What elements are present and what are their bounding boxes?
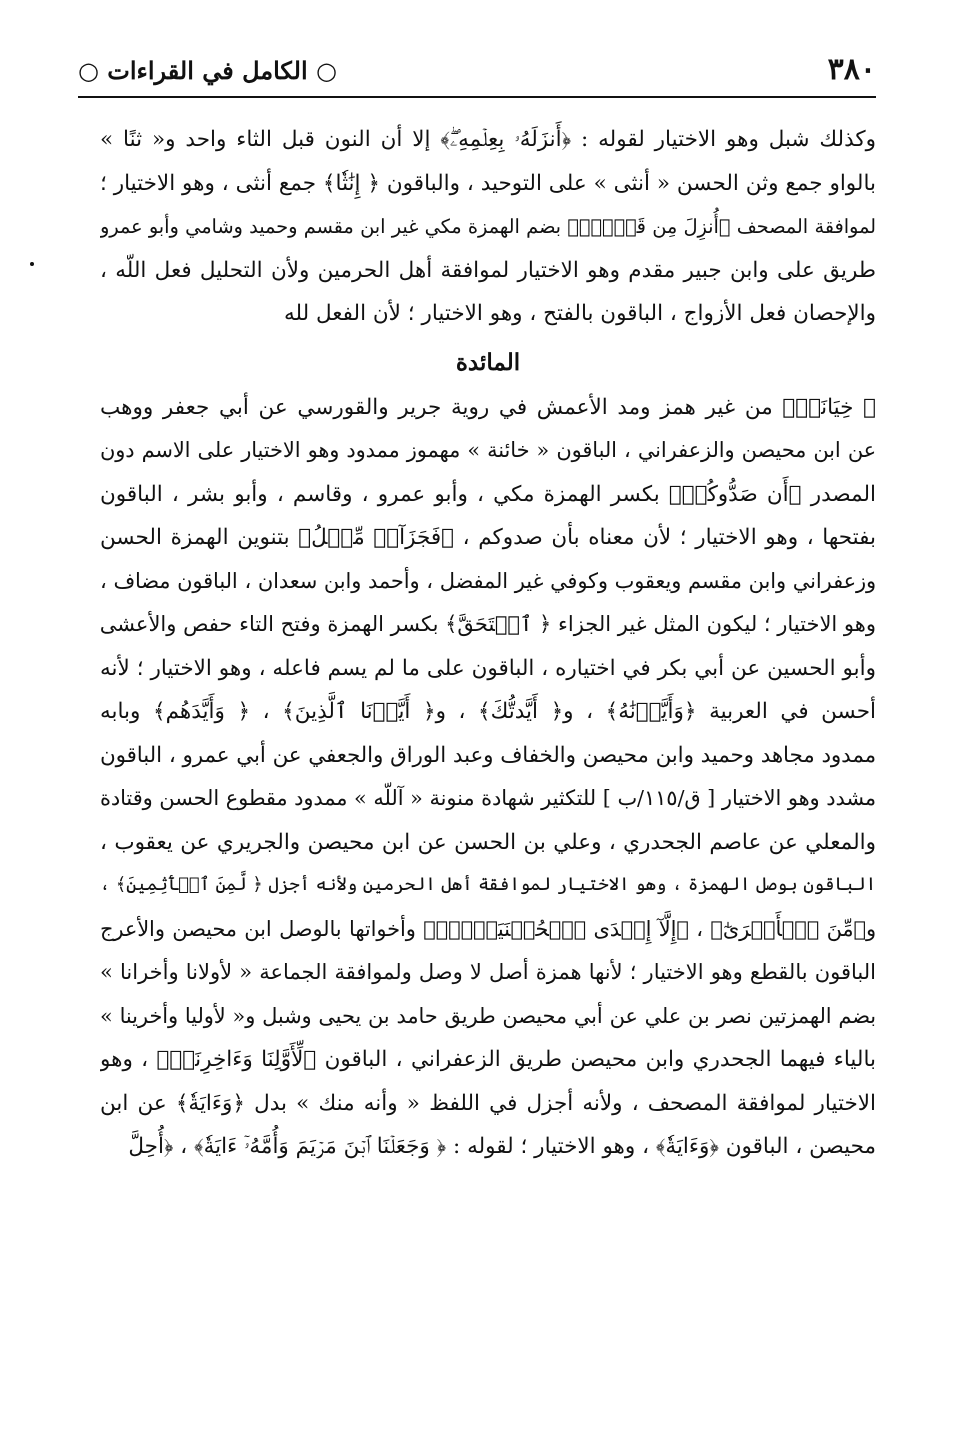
header-divider xyxy=(78,96,876,98)
paragraph-2 xyxy=(100,386,876,1169)
text-line: وكذلك شبل وهو الاختيار لقوله : ﴿أَنزَلَهُۥ بِعِلۡمِهِۦۖ﴾ إلا أن النون قبل الثاء واحد و« ثنًا » xyxy=(100,127,876,152)
text-line: والمعلي عن عاصم الجحدري ، وعلي بن الحسن عن ابن محيصن والجريري عن يعقوب ، xyxy=(100,829,876,855)
page-number: ٣٨٠ xyxy=(827,52,876,87)
text-line: و﴿مِّنَ ٱلۡأَسۡرَىٰٓ﴾ ، ﴿إِلَّآ إِحۡدَى ٱلۡحُسۡنَيَيۡنِۖ﴾ وأخواتها بالوصل ابن محيصن والأعرج xyxy=(100,916,876,941)
text-line: ﴿ خِيَانَةٖ﴾ من غير همز ومد الأعمش في روية جرير والقورسي عن أبي جعفر ووهب xyxy=(100,394,876,420)
text-line: ممدود مجاهد وحميد وابن محيصن والخفاف وعبد الوراق والجعفي عن أبي عمرو ، الباقون xyxy=(100,742,876,768)
paragraph-1 xyxy=(100,118,876,336)
section-heading: المائدة xyxy=(455,348,521,376)
text-line: مشدد وهو الاختيار [ ق/١١٥/ب ] للتكثير شهادة منونة « آللّه » ممدود مقطوع الحسن وقتادة xyxy=(100,786,876,810)
margin-dot xyxy=(30,262,34,266)
text-line: محيصن ، الباقون ﴿وَءَايَةٗ﴾ ، وهو الاختيار ؛ لقوله : ﴿ وَجَعَلۡنَا ٱبۡنَ مَرۡيَمَ وَأُمَّهُۥٓ ءَايَةٗ﴾ ، ﴿أُحِلَّ xyxy=(128,1134,876,1159)
text-line: الباقون بوصل الهمزة ، وهو الاختيار لموافقة أهل الحرمين ولأنه أجزل ﴿ لَّمِنَ ٱلۡأٓثِمِينَ﴾ ، xyxy=(100,875,876,895)
text-line: أحسن في العربية ﴿وَأَيَّدۡنَٰهُ﴾ ، و﴿ أَيَّدتُّكَ﴾ ، و﴿ أَيَّدۡنَا ٱلَّذِينَ﴾ ، ﴿ وَأَيَّدَهُم﴾ وبابه xyxy=(100,699,876,724)
text-line: بالواو جمع وثن الحسن « أنثى » على التوحيد ، والباقون ﴿ إِنَٰثٗا﴾ جمع أنثى ، وهو الاختيار ؛ xyxy=(100,170,876,196)
text-line: بفتحها ، وهو الاختيار ؛ لأن معناه بأن صدوكم ، ﴿فَجَزَآءٞ مِّثۡلُ﴾ بتنوين الهمزة الحسن xyxy=(100,525,876,550)
text-line: المصدر ﴿أَن صَدُّوكُمۡ﴾ بكسر الهمزة مكي ، وأبو عمرو ، وقاسم ، وأبو بشر ، الباقون xyxy=(100,481,876,507)
text-line: لموافقة المصحف ﴿أُنزِلَ مِن قَبۡلُۚ﴾ بضم الهمزة مكي غير ابن مقسم وحميد وشامي وأبو عمرو xyxy=(100,215,876,238)
text-line: والإحصان فعل الأزواج ، الباقون بالفتح ، وهو الاختيار ؛ لأن الفعل لله xyxy=(283,301,876,326)
book-title: ○ الكامل في القراءات ○ xyxy=(78,56,337,85)
text-line: وأبو الحسين عن أبي بكر في اختياره ، الباقون على ما لم يسم فاعله ، وهو الاختيار ؛ لأنه xyxy=(100,655,876,681)
text-line: بضم الهمزتين نصر بن علي عن أبي محيصن طريق حامد بن يحيى وشبل و« لأوليا وأخرينا » xyxy=(100,1003,876,1028)
text-line: الباقون بالقطع وهو الاختيار ؛ لأنها همزة أصل لا وصل ولموافقة الجماعة « لأولانا وأخرانا » xyxy=(100,960,876,984)
running-header xyxy=(78,50,876,94)
text-line: وهو الاختيار ؛ ليكون المثل غير الجزاء ﴿ ٱسۡتَحَقَّ﴾ بكسر الهمزة وفتح التاء حفص والأعشى xyxy=(100,612,876,636)
text-line: عن ابن محيصن والزعفراني ، الباقون « خائنة » مهموز ممدود وهو الاختيار على الاسم دون xyxy=(100,438,876,462)
text-line: الاختيار لموافقة المصحف ، ولأنه أجزل في اللفظ « وأنه منك » بدل ﴿وَءَايَةٗ﴾ عن ابن xyxy=(100,1090,876,1116)
text-line: طريق على وابن جبير مقدم وهو الاختيار لموافقة أهل الحرمين ولأن التحليل فعل اللّه ، xyxy=(100,257,876,283)
text-line: وزعفراني وابن مقسم ويعقوب وكوفي غير المفضل ، وأحمد وابن سعدان ، الباقون مضاف ، xyxy=(100,568,876,593)
text-line: بالياء فيهما الجحدري وابن محيصن طريق الزعفراني ، الباقون ﴿لِّأَوَّلِنَا وَءَاخِرِنَاۖ﴾ ، وهو xyxy=(100,1047,876,1072)
body-text xyxy=(100,118,876,1169)
